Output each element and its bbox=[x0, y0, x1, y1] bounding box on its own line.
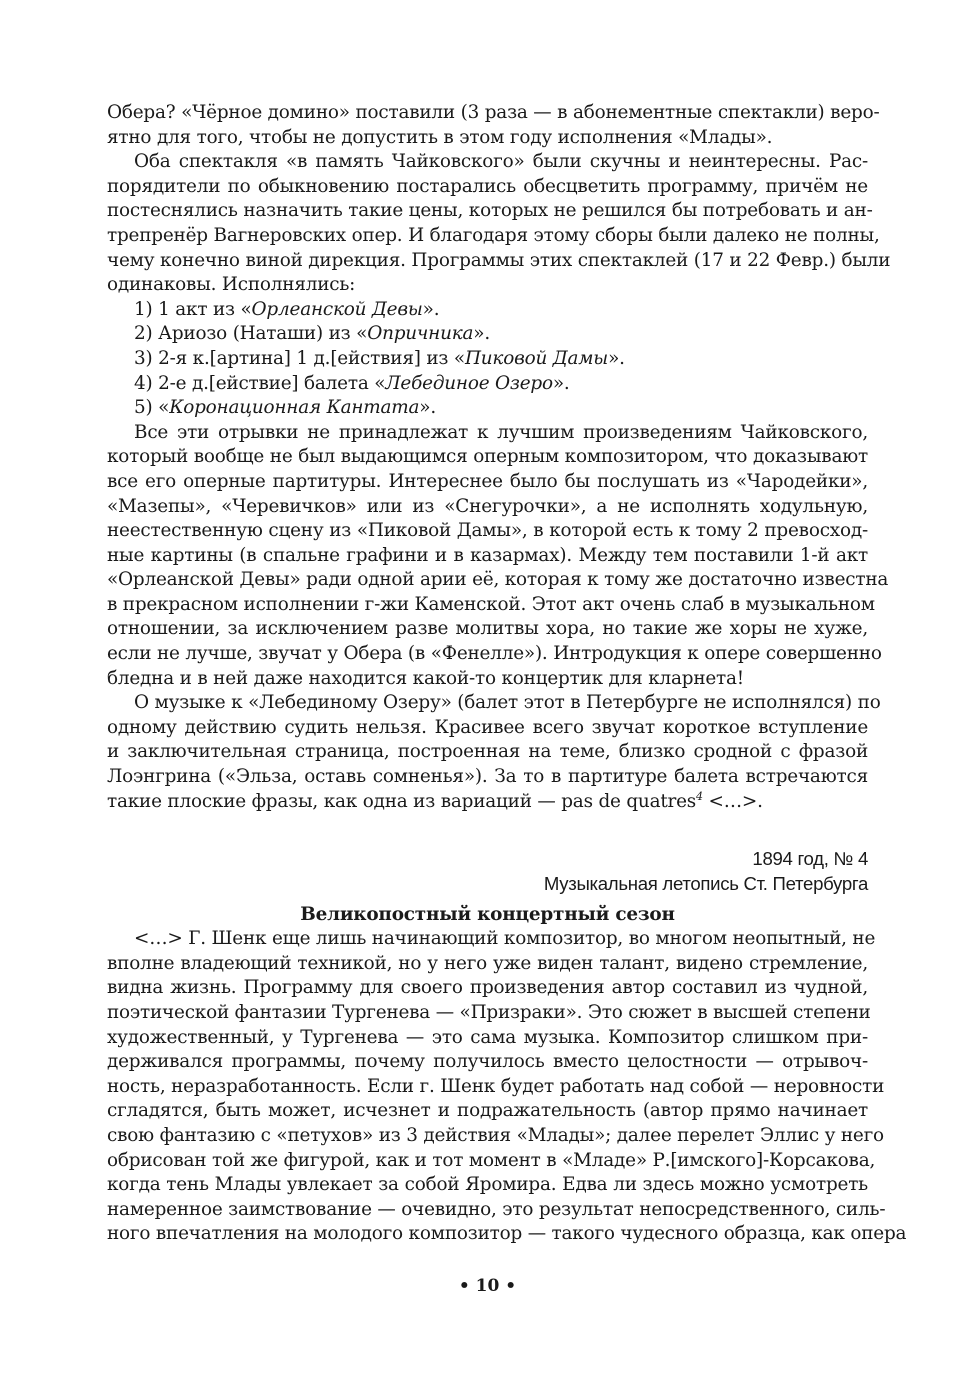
text-line: ятно для того, чтобы не допустить в этом году исполнения «Млады». bbox=[107, 126, 773, 148]
text-line: неестественную сцену из «Пиковой Дамы», в которой есть к тому 2 превосход- bbox=[107, 520, 868, 542]
source-issue: 1894 год, № 4 bbox=[752, 848, 868, 870]
text-line: постеснялись назначить такие цены, которых не решился бы потребовать и ан- bbox=[107, 200, 873, 222]
text-line: когда тень Млады увлекает за собой Яромира. Едва ли здесь можно усмотреть bbox=[107, 1174, 868, 1196]
source-journal: Музыкальная летопись Ст. Петербурга bbox=[543, 873, 868, 895]
text-line: художественный, у Тургенева — это сама музыка. Композитор слишком при- bbox=[107, 1026, 868, 1048]
text-line: все его оперные партитуры. Интереснее было бы послушать из «Чародейки», bbox=[107, 470, 868, 492]
page-number: • 10 • bbox=[458, 1276, 517, 1296]
text-line: О музыке к «Лебединому Озеру» (балет этот в Петербурге не исполнялся) по bbox=[134, 692, 881, 714]
list-item: 1) 1 акт из «Орлеанской Девы». bbox=[134, 298, 440, 320]
text-line: Оба спектакля «в память Чайковского» были скучны и неинтересны. Рас- bbox=[134, 151, 868, 173]
paragraph-2 bbox=[107, 150, 891, 298]
text-line: чему конечно виной дирекция. Программы этих спектаклей (17 и 22 Февр.) были bbox=[107, 249, 891, 271]
text-line: и заключительная страница, построенная на теме, близко сродной с фразой bbox=[107, 741, 868, 763]
text-line: одинаковы. Исполнялись: bbox=[107, 274, 356, 296]
footnote-marker: 4 bbox=[696, 789, 703, 803]
text-line: намеренное заимствование — очевидно, это результат непосредственного, силь- bbox=[107, 1198, 886, 1220]
text-line: ного впечатления на молодого композитор — такого чудесного образца, как опера bbox=[107, 1223, 907, 1245]
text-line: бледна и в ней даже находится какой-то концертик для кларнета! bbox=[107, 667, 744, 689]
paragraph-5 bbox=[107, 927, 907, 1247]
text-line: одному действию судить нельзя. Красивее всего звучат короткое вступление bbox=[107, 716, 868, 738]
text-line: трепренёр Вагнеровских опер. И благодаря этому сборы были далеко не полны, bbox=[107, 224, 880, 246]
text-line: такие плоские фразы, как одна из вариаций — pas de quatres$^4$ <…>. bbox=[107, 789, 763, 812]
text-line: Все эти отрывки не принадлежат к лучшим произведениям Чайковского, bbox=[134, 421, 868, 443]
paragraph-4 bbox=[107, 691, 881, 814]
text-line: обрисован той же фигурой, как и тот момент в «Младе» Р.[имского]-Корсакова, bbox=[107, 1149, 876, 1171]
program-list bbox=[107, 298, 868, 421]
text-line: поэтической фантазии Тургенева — «Призраки». Это сюжет в высшей степени bbox=[107, 1002, 871, 1023]
text-line: <…> Г. Шенк еще лишь начинающий композитор, во многом неопытный, не bbox=[134, 928, 876, 950]
text-line: Лоэнгрина («Эльза, оставь сомненья»). За то в партитуре балета встречаются bbox=[107, 766, 868, 788]
paragraph-1 bbox=[107, 101, 880, 150]
text-line: вполне владеющий техникой, но у него уже виден талант, видено стремление, bbox=[107, 952, 868, 974]
page-body bbox=[107, 101, 907, 1247]
section-heading: Великопостный концертный сезон bbox=[300, 904, 675, 926]
list-item: 2) Ариозо (Наташи) из «Опричника». bbox=[134, 323, 490, 345]
text-line: если не лучше, звучат у Обера (в «Фенелле»). Интродукция к опере совершенно bbox=[107, 643, 882, 665]
text-line: в прекрасном исполнении г-жи Каменской. Этот акт очень слаб в музыкальном bbox=[107, 593, 875, 615]
list-item: 3) 2-я к.[артина] 1 д.[ействия] из «Пиковой Дамы». bbox=[134, 347, 625, 369]
text-line: Обера? «Чёрное домино» поставили (3 раза — в абонементные спектакли) веро- bbox=[107, 102, 880, 123]
text-line: который вообще не был выдающимся оперным композитором, что доказывают bbox=[107, 446, 868, 468]
paragraph-3 bbox=[107, 421, 889, 692]
text-line: «Мазепы», «Черевичков» или из «Снегурочки», а не исполнять ходульную, bbox=[107, 495, 868, 517]
text-line: отношении, за исключением разве молитвы хора, но такие же хоры не хуже, bbox=[107, 618, 868, 640]
text-line: ные картины (в спальне графини и в казармах). Между тем поставили 1-й акт bbox=[107, 544, 868, 566]
text-line: держивался программы, почему получилось вместо целостности — отрывоч- bbox=[107, 1051, 868, 1073]
list-item: 4) 2-е д.[ействие] балета «Лебединое Озеро». bbox=[134, 372, 570, 394]
text-line: свою фантазию с «петухов» из 3 действия «Млады»; далее перелет Эллис у него bbox=[107, 1124, 884, 1146]
list-item: 5) «Коронационная Кантата». bbox=[134, 397, 436, 419]
text-line: «Орлеанской Девы» ради одной арии её, которая к тому же достаточно известна bbox=[107, 569, 889, 591]
text-line: сгладятся, быть может, исчезнет и подражательность (автор прямо начинает bbox=[107, 1100, 868, 1122]
text-line: порядители по обыкновению постарались обесцветить программу, причём не bbox=[107, 175, 868, 197]
text-line: видна жизнь. Программу для своего произведения автор составил из чудной, bbox=[107, 977, 868, 999]
text-line: ность, неразработанность. Если г. Шенк будет работать над собой — неровности bbox=[107, 1075, 885, 1097]
